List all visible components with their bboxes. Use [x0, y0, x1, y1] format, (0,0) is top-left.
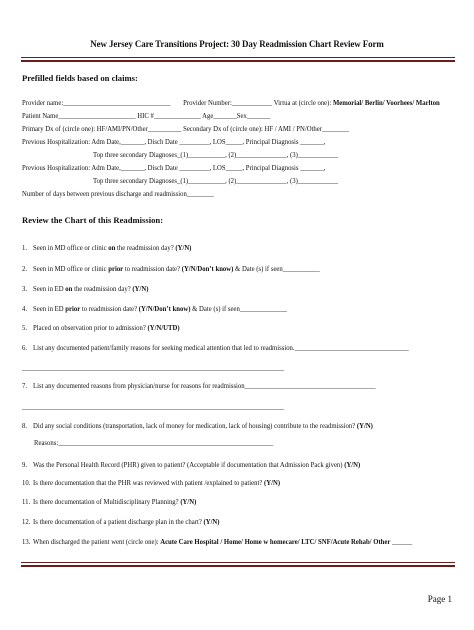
question-number: 6.	[22, 343, 28, 352]
question-emphasis: prior	[108, 264, 124, 273]
answer-options[interactable]: (Y/N/UTD)	[147, 323, 180, 332]
question-number: 4.	[22, 304, 28, 313]
question-text-continued: the readmission day?	[72, 284, 133, 293]
question-9	[22, 460, 360, 469]
question-8	[22, 421, 373, 430]
question-text: Placed on observation prior to admission?	[33, 323, 148, 332]
question-emphasis: Acute Care Hospital / Home/ Home w homecare/ LTC/ SNF/Acute Rehab/ Other	[160, 537, 391, 546]
question-number: 3.	[22, 284, 28, 293]
q6-continuation-line[interactable]: ______________________________________________________________________________	[22, 363, 284, 372]
question-text: Was the Personal Health Record (PHR) given to patient? (Acceptable if documentation that Admission Pack given)	[33, 460, 345, 469]
answer-options[interactable]: (Y/N/Don’t know)	[181, 264, 234, 273]
question-11	[22, 497, 196, 506]
patient-line[interactable]: Patient Name_______________________ HIC #______________ Age_______Sex_______	[22, 111, 271, 120]
answer-options[interactable]: (Y/N)	[175, 243, 192, 252]
question-text-continued: to readmission date?	[80, 304, 139, 313]
answer-options[interactable]: (Y/N/Don’t know)	[138, 304, 191, 313]
provider-number-field[interactable]: Provider Number:____________	[183, 98, 273, 107]
question-number: 11.	[22, 497, 31, 506]
question-number: 5.	[22, 323, 28, 332]
virtua-options[interactable]: Memorial/ Berlin/ Voorhees/ Marlton	[332, 98, 440, 107]
answer-options[interactable]: (Y/N)	[180, 497, 197, 506]
secondary-dx-line-1[interactable]: Top three secondary Diagnoses_(1)___________, (2)_______________, (3)____________	[93, 150, 339, 159]
secondary-dx-line-2[interactable]: Top three secondary Diagnoses_(1)___________, (2)_______________, (3)____________	[93, 176, 339, 185]
answer-options[interactable]: (Y/N)	[264, 478, 281, 487]
question-number: 1.	[22, 243, 28, 252]
question-1	[22, 243, 191, 252]
question-emphasis: on	[65, 284, 73, 293]
question-emphasis: prior	[65, 304, 81, 313]
question-text: Seen in ED	[33, 304, 66, 313]
form-title: New Jersey Care Transitions Project: 30 Day Readmission Chart Review Form	[90, 39, 384, 50]
q7-continuation-line[interactable]: ______________________________________________________________________________	[22, 402, 284, 411]
question-number: 10.	[22, 478, 31, 487]
question-number: 12.	[22, 517, 31, 526]
question-emphasis: on	[108, 243, 116, 252]
question-text: Seen in ED	[33, 284, 66, 293]
page-number: Page 1	[427, 594, 452, 604]
question-text-continued: to readmission date?	[123, 264, 182, 273]
question-3	[22, 284, 148, 293]
days-between-line[interactable]: Number of days between previous discharge and readmission________	[22, 189, 214, 198]
reasons-line[interactable]: Reasons:________________________________________________________________	[34, 438, 274, 447]
top-rule-thin	[21, 57, 455, 58]
question-text-continued: the readmission day?	[115, 243, 176, 252]
answer-options[interactable]: (Y/N)	[132, 284, 149, 293]
question-12	[22, 517, 220, 526]
question-text: When discharged the patient went (circle one):	[33, 537, 161, 546]
question-number: 9.	[22, 460, 28, 469]
answer-date-field[interactable]: & Date (s) if seen______________	[190, 304, 287, 313]
question-text: List any documented patient/family reasons for seeking medical attention that led to readmission.__________________________________	[33, 343, 409, 352]
virtua-label: Virtua at (circle one):	[273, 98, 332, 107]
question-text: Seen in MD office or clinic	[33, 264, 109, 273]
question-4	[22, 304, 287, 313]
question-text: Is there documentation of Multidisciplinary Planning?	[33, 497, 181, 506]
prev-hosp-line-2[interactable]: Previous Hospitalization: Adm Date,_______, Disch Date _________, LOS_____, Principal Diagnosis _______,	[22, 163, 326, 172]
question-6	[22, 343, 409, 352]
answer-options[interactable]: (Y/N)	[203, 517, 220, 526]
prefilled-heading: Prefilled fields based on claims:	[22, 73, 138, 83]
answer-date-field[interactable]: & Date (s) if seen___________	[233, 264, 320, 273]
primary-dx-line[interactable]: Primary Dx of (circle one): HF/AMI/PN/Other__________ Secondary Dx of (circle one): HF / AMI / PN/Other________	[22, 124, 349, 133]
question-7	[22, 381, 376, 390]
question-10	[22, 478, 280, 487]
question-text: Is there documentation of a patient discharge plan in the chart?	[33, 517, 204, 526]
question-text: List any documented reasons from physician/nurse for reasons for readmission_______________________________________	[33, 381, 376, 390]
prev-hosp-line-1[interactable]: Previous Hospitalization: Adm Date,_______, Disch Date _________, LOS_____, Principal Diagnosis _______,	[22, 137, 326, 146]
question-number: 13.	[22, 537, 31, 546]
bottom-rule-thin	[21, 562, 455, 563]
question-text: Did any social conditions (transportation, lack of money for medication, lack of housing) contribute to the readmission?	[33, 421, 357, 430]
question-number: 2.	[22, 264, 28, 273]
question-2	[22, 264, 320, 273]
top-rule-thick	[21, 60, 455, 62]
answer-options[interactable]: (Y/N)	[344, 460, 361, 469]
question-number: 8.	[22, 421, 28, 430]
bottom-rule-thick	[21, 565, 455, 567]
review-heading: Review the Chart of this Readmission:	[22, 215, 164, 225]
question-13	[22, 537, 412, 546]
question-5	[22, 323, 180, 332]
provider-name-field[interactable]: Provider name:________________________________	[22, 98, 171, 107]
question-number: 7.	[22, 381, 28, 390]
question-text: Is there documentation that the PHR was reviewed with patient /explained to patient?	[33, 478, 265, 487]
provider-line	[22, 98, 440, 107]
question-text-continued: ______	[390, 537, 413, 546]
answer-options[interactable]: (Y/N)	[356, 421, 373, 430]
question-text: Seen in MD office or clinic	[33, 243, 109, 252]
